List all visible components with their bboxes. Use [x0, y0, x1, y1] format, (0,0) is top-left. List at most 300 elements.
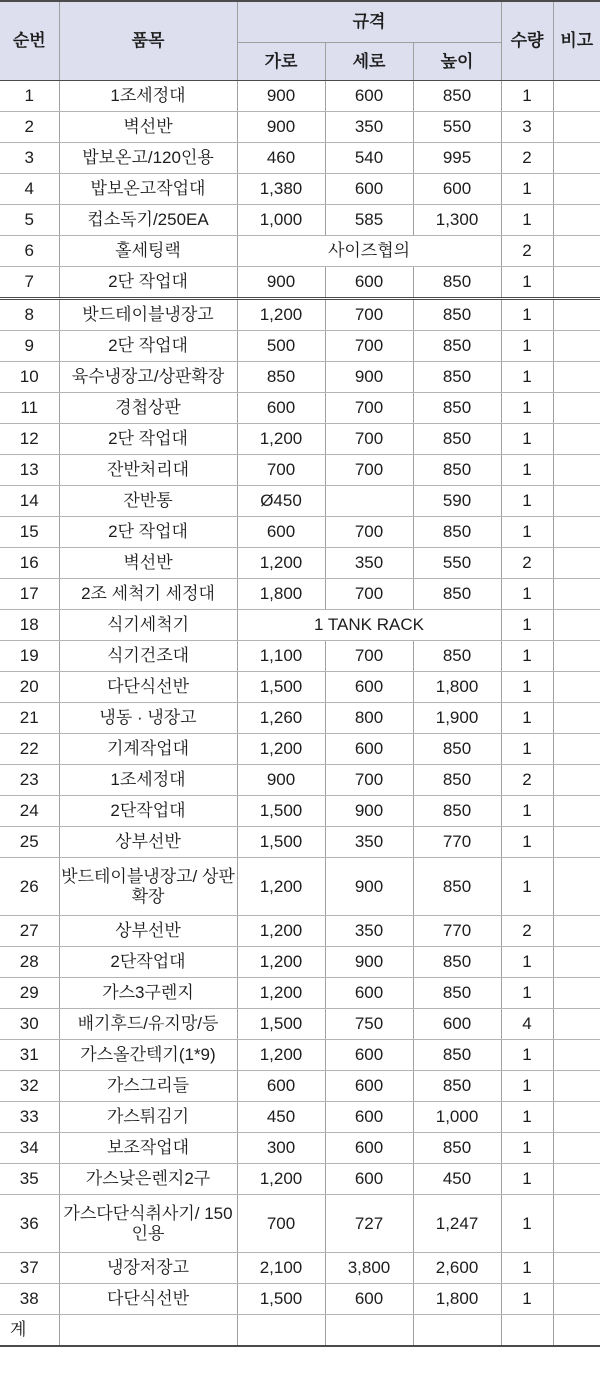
- row-item: 2단 작업대: [59, 424, 237, 455]
- row-item: 벽선반: [59, 548, 237, 579]
- table-row: [0, 641, 600, 672]
- row-no: 36: [0, 1195, 59, 1253]
- row-item: 밧드테이블냉장고/ 상판확장: [59, 858, 237, 916]
- total-empty-cell: [237, 1315, 325, 1347]
- row-width: 1,500: [237, 796, 325, 827]
- row-qty: 1: [501, 267, 553, 299]
- table-row: [0, 393, 600, 424]
- header-no: 순번: [0, 1, 59, 81]
- row-note: [553, 424, 600, 455]
- row-width: 1,500: [237, 672, 325, 703]
- row-item: 가스튀김기: [59, 1102, 237, 1133]
- row-note: [553, 579, 600, 610]
- row-qty: 1: [501, 174, 553, 205]
- row-item: 가스3구렌지: [59, 978, 237, 1009]
- row-qty: 1: [501, 81, 553, 112]
- row-note: [553, 796, 600, 827]
- row-qty: 1: [501, 858, 553, 916]
- header-item: 품목: [59, 1, 237, 81]
- row-qty: 1: [501, 424, 553, 455]
- row-item: 2단 작업대: [59, 331, 237, 362]
- row-depth: 700: [325, 641, 413, 672]
- row-qty: 1: [501, 1040, 553, 1071]
- row-item: 가스다단식취사기/ 150인용: [59, 1195, 237, 1253]
- row-height: 850: [413, 978, 501, 1009]
- row-depth: 3,800: [325, 1253, 413, 1284]
- row-width: 1,200: [237, 916, 325, 947]
- row-depth: 350: [325, 112, 413, 143]
- row-height: 850: [413, 362, 501, 393]
- row-width: 900: [237, 765, 325, 796]
- row-no: 6: [0, 236, 59, 267]
- row-qty: 1: [501, 734, 553, 765]
- table-row: [0, 672, 600, 703]
- row-note: [553, 267, 600, 299]
- row-item: 다단식선반: [59, 672, 237, 703]
- row-item: 1조세정대: [59, 765, 237, 796]
- table-row: [0, 517, 600, 548]
- row-no: 24: [0, 796, 59, 827]
- table-row: [0, 1164, 600, 1195]
- row-no: 14: [0, 486, 59, 517]
- row-height: 850: [413, 641, 501, 672]
- row-item: 냉동 · 냉장고: [59, 703, 237, 734]
- row-height: 1,300: [413, 205, 501, 236]
- row-item: 식기세척기: [59, 610, 237, 641]
- row-width: 2,100: [237, 1253, 325, 1284]
- row-width: 1,000: [237, 205, 325, 236]
- header-qty: 수량: [501, 1, 553, 81]
- row-item: 밥보온고/120인용: [59, 143, 237, 174]
- row-note: [553, 81, 600, 112]
- row-note: [553, 486, 600, 517]
- table-row: [0, 1133, 600, 1164]
- row-no: 16: [0, 548, 59, 579]
- row-no: 37: [0, 1253, 59, 1284]
- table-row: [0, 236, 600, 267]
- row-note: [553, 641, 600, 672]
- row-no: 7: [0, 267, 59, 299]
- row-item: 상부선반: [59, 916, 237, 947]
- table-row: [0, 548, 600, 579]
- table-row: [0, 916, 600, 947]
- table-row: [0, 978, 600, 1009]
- row-depth: 600: [325, 174, 413, 205]
- row-height: 600: [413, 174, 501, 205]
- row-qty: 1: [501, 455, 553, 486]
- row-qty: 1: [501, 978, 553, 1009]
- row-height: 850: [413, 765, 501, 796]
- row-qty: 2: [501, 236, 553, 267]
- row-width: 460: [237, 143, 325, 174]
- row-qty: 2: [501, 143, 553, 174]
- table-row: [0, 858, 600, 916]
- row-note: [553, 916, 600, 947]
- row-qty: 1: [501, 1102, 553, 1133]
- row-height: 850: [413, 424, 501, 455]
- row-no: 5: [0, 205, 59, 236]
- row-qty: 1: [501, 672, 553, 703]
- row-height: 2,600: [413, 1253, 501, 1284]
- row-note: [553, 610, 600, 641]
- row-note: [553, 393, 600, 424]
- row-no: 30: [0, 1009, 59, 1040]
- row-depth: 600: [325, 1284, 413, 1315]
- row-no: 25: [0, 827, 59, 858]
- row-qty: 1: [501, 1164, 553, 1195]
- row-note: [553, 331, 600, 362]
- row-qty: 1: [501, 486, 553, 517]
- row-width: 1,200: [237, 947, 325, 978]
- row-height: 1,000: [413, 1102, 501, 1133]
- total-empty-cell: [59, 1315, 237, 1347]
- row-no: 22: [0, 734, 59, 765]
- row-note: [553, 455, 600, 486]
- row-qty: 1: [501, 1195, 553, 1253]
- row-depth: 540: [325, 143, 413, 174]
- row-item: 잔반통: [59, 486, 237, 517]
- row-width: 700: [237, 455, 325, 486]
- row-height: 850: [413, 858, 501, 916]
- row-no: 15: [0, 517, 59, 548]
- table-row: [0, 143, 600, 174]
- table-row: [0, 81, 600, 112]
- row-item: 2단작업대: [59, 947, 237, 978]
- row-no: 31: [0, 1040, 59, 1071]
- table-row: [0, 703, 600, 734]
- row-item: 2단작업대: [59, 796, 237, 827]
- table-row: [0, 1102, 600, 1133]
- row-item: 2조 세척기 세정대: [59, 579, 237, 610]
- row-qty: 1: [501, 1071, 553, 1102]
- row-depth: 750: [325, 1009, 413, 1040]
- row-width: Ø450: [237, 486, 325, 517]
- row-note: [553, 517, 600, 548]
- row-item: 육수냉장고/상판확장: [59, 362, 237, 393]
- row-item: 식기건조대: [59, 641, 237, 672]
- row-height: 1,800: [413, 672, 501, 703]
- row-width: 1,500: [237, 827, 325, 858]
- table-row: [0, 486, 600, 517]
- row-no: 1: [0, 81, 59, 112]
- row-item: 냉장저장고: [59, 1253, 237, 1284]
- row-note: [553, 362, 600, 393]
- row-note: [553, 1284, 600, 1315]
- row-height: 1,800: [413, 1284, 501, 1315]
- row-width: 700: [237, 1195, 325, 1253]
- row-width: 850: [237, 362, 325, 393]
- table-row: [0, 299, 600, 331]
- row-depth: 600: [325, 1071, 413, 1102]
- row-depth: 350: [325, 827, 413, 858]
- row-qty: 1: [501, 517, 553, 548]
- row-height: 590: [413, 486, 501, 517]
- row-no: 26: [0, 858, 59, 916]
- row-width: 900: [237, 81, 325, 112]
- table-row: [0, 827, 600, 858]
- row-width: 1,200: [237, 424, 325, 455]
- row-no: 28: [0, 947, 59, 978]
- row-qty: 1: [501, 610, 553, 641]
- row-depth: 700: [325, 517, 413, 548]
- row-note: [553, 947, 600, 978]
- row-note: [553, 858, 600, 916]
- row-no: 13: [0, 455, 59, 486]
- row-note: [553, 765, 600, 796]
- row-note: [553, 1164, 600, 1195]
- row-qty: 1: [501, 827, 553, 858]
- row-no: 18: [0, 610, 59, 641]
- row-qty: 1: [501, 205, 553, 236]
- row-item: 컵소독기/250EA: [59, 205, 237, 236]
- total-empty-cell: [553, 1315, 600, 1347]
- row-depth: 600: [325, 1133, 413, 1164]
- row-depth: [325, 486, 413, 517]
- row-note: [553, 827, 600, 858]
- row-depth: 585: [325, 205, 413, 236]
- row-no: 38: [0, 1284, 59, 1315]
- row-qty: 3: [501, 112, 553, 143]
- row-depth: 600: [325, 267, 413, 299]
- row-no: 27: [0, 916, 59, 947]
- table-row: [0, 579, 600, 610]
- row-depth: 700: [325, 424, 413, 455]
- row-qty: 1: [501, 703, 553, 734]
- row-height: 850: [413, 517, 501, 548]
- row-depth: 600: [325, 81, 413, 112]
- row-height: 770: [413, 827, 501, 858]
- table-row: [0, 1195, 600, 1253]
- row-item: 경첩상판: [59, 393, 237, 424]
- table-row: [0, 1009, 600, 1040]
- row-note: [553, 1133, 600, 1164]
- row-height: 1,900: [413, 703, 501, 734]
- row-width: 600: [237, 1071, 325, 1102]
- row-item: 배기후드/유지망/등: [59, 1009, 237, 1040]
- row-qty: 1: [501, 579, 553, 610]
- row-width: 1,200: [237, 734, 325, 765]
- row-note: [553, 299, 600, 331]
- row-width: 1,500: [237, 1284, 325, 1315]
- row-item: 잔반처리대: [59, 455, 237, 486]
- row-no: 2: [0, 112, 59, 143]
- row-depth: 600: [325, 978, 413, 1009]
- row-height: 850: [413, 1133, 501, 1164]
- table-row: [0, 205, 600, 236]
- row-item: 가스그리들: [59, 1071, 237, 1102]
- row-depth: 600: [325, 1040, 413, 1071]
- row-depth: 800: [325, 703, 413, 734]
- row-no: 34: [0, 1133, 59, 1164]
- row-no: 19: [0, 641, 59, 672]
- row-note: [553, 236, 600, 267]
- total-label: 계: [0, 1315, 59, 1347]
- row-note: [553, 1009, 600, 1040]
- row-width: 600: [237, 393, 325, 424]
- row-width: 1,800: [237, 579, 325, 610]
- row-height: 850: [413, 1040, 501, 1071]
- row-item: 밥보온고작업대: [59, 174, 237, 205]
- table-row: [0, 112, 600, 143]
- row-note: [553, 1071, 600, 1102]
- header-row-top: [0, 1, 600, 43]
- row-qty: 1: [501, 641, 553, 672]
- row-depth: 600: [325, 734, 413, 765]
- row-width: 900: [237, 112, 325, 143]
- row-depth: 900: [325, 858, 413, 916]
- row-width: 1,200: [237, 299, 325, 331]
- row-note: [553, 1102, 600, 1133]
- row-depth: 700: [325, 765, 413, 796]
- row-height: 850: [413, 267, 501, 299]
- row-note: [553, 143, 600, 174]
- row-depth: 350: [325, 916, 413, 947]
- row-note: [553, 703, 600, 734]
- row-height: 850: [413, 579, 501, 610]
- row-no: 29: [0, 978, 59, 1009]
- row-note: [553, 1253, 600, 1284]
- row-no: 4: [0, 174, 59, 205]
- row-height: 550: [413, 548, 501, 579]
- row-no: 10: [0, 362, 59, 393]
- row-width: 1,200: [237, 858, 325, 916]
- table-row: [0, 1284, 600, 1315]
- table-row: [0, 796, 600, 827]
- row-no: 23: [0, 765, 59, 796]
- row-height: 1,247: [413, 1195, 501, 1253]
- row-item: 다단식선반: [59, 1284, 237, 1315]
- row-depth: 900: [325, 362, 413, 393]
- row-height: 850: [413, 331, 501, 362]
- row-width: 300: [237, 1133, 325, 1164]
- table-row: [0, 947, 600, 978]
- row-item: 보조작업대: [59, 1133, 237, 1164]
- row-width: 1,200: [237, 1040, 325, 1071]
- row-width: 450: [237, 1102, 325, 1133]
- row-qty: 1: [501, 1284, 553, 1315]
- row-depth: 600: [325, 1164, 413, 1195]
- row-qty: 2: [501, 548, 553, 579]
- row-no: 33: [0, 1102, 59, 1133]
- total-empty-cell: [501, 1315, 553, 1347]
- row-item: 홀세팅랙: [59, 236, 237, 267]
- row-qty: 1: [501, 299, 553, 331]
- row-item: 2단 작업대: [59, 267, 237, 299]
- header-height: 높이: [413, 43, 501, 81]
- table-row: [0, 455, 600, 486]
- row-width: 1,200: [237, 978, 325, 1009]
- row-width: 500: [237, 331, 325, 362]
- row-qty: 1: [501, 1133, 553, 1164]
- row-depth: 700: [325, 455, 413, 486]
- row-qty: 1: [501, 331, 553, 362]
- row-qty: 1: [501, 796, 553, 827]
- row-height: 850: [413, 1071, 501, 1102]
- row-qty: 1: [501, 947, 553, 978]
- row-qty: 2: [501, 916, 553, 947]
- row-item: 상부선반: [59, 827, 237, 858]
- row-depth: 700: [325, 331, 413, 362]
- row-note: [553, 1040, 600, 1071]
- row-height: 850: [413, 455, 501, 486]
- row-note: [553, 734, 600, 765]
- row-no: 11: [0, 393, 59, 424]
- row-note: [553, 1195, 600, 1253]
- row-height: 770: [413, 916, 501, 947]
- row-depth: 700: [325, 579, 413, 610]
- total-empty-cell: [413, 1315, 501, 1347]
- header-note: 비고: [553, 1, 600, 81]
- row-note: [553, 205, 600, 236]
- row-depth: 600: [325, 1102, 413, 1133]
- row-spec-merged: 1 TANK RACK: [237, 610, 501, 641]
- row-no: 8: [0, 299, 59, 331]
- row-qty: 1: [501, 362, 553, 393]
- row-qty: 1: [501, 393, 553, 424]
- row-note: [553, 978, 600, 1009]
- row-no: 12: [0, 424, 59, 455]
- row-note: [553, 672, 600, 703]
- table-row: [0, 1040, 600, 1071]
- row-depth: 350: [325, 548, 413, 579]
- table-row: [0, 1071, 600, 1102]
- row-depth: 600: [325, 672, 413, 703]
- table-row: [0, 331, 600, 362]
- row-height: 850: [413, 796, 501, 827]
- row-width: 1,380: [237, 174, 325, 205]
- row-width: 1,200: [237, 548, 325, 579]
- row-no: 20: [0, 672, 59, 703]
- row-item: 2단 작업대: [59, 517, 237, 548]
- total-empty-cell: [325, 1315, 413, 1347]
- row-height: 850: [413, 393, 501, 424]
- row-width: 900: [237, 267, 325, 299]
- row-height: 550: [413, 112, 501, 143]
- table-body: [0, 81, 600, 1347]
- row-depth: 700: [325, 299, 413, 331]
- row-no: 9: [0, 331, 59, 362]
- table-row: [0, 1253, 600, 1284]
- row-width: 1,200: [237, 1164, 325, 1195]
- row-no: 32: [0, 1071, 59, 1102]
- row-depth: 700: [325, 393, 413, 424]
- row-item: 가스낮은렌지2구: [59, 1164, 237, 1195]
- table-row: [0, 267, 600, 299]
- row-height: 450: [413, 1164, 501, 1195]
- row-qty: 1: [501, 1253, 553, 1284]
- row-height: 600: [413, 1009, 501, 1040]
- row-qty: 2: [501, 765, 553, 796]
- row-no: 21: [0, 703, 59, 734]
- row-height: 850: [413, 81, 501, 112]
- row-depth: 900: [325, 796, 413, 827]
- row-width: 1,100: [237, 641, 325, 672]
- row-width: 1,260: [237, 703, 325, 734]
- row-height: 850: [413, 299, 501, 331]
- row-no: 17: [0, 579, 59, 610]
- table-row: [0, 174, 600, 205]
- header-spec: 규격: [237, 1, 501, 43]
- row-qty: 4: [501, 1009, 553, 1040]
- row-item: 밧드테이블냉장고: [59, 299, 237, 331]
- row-spec-merged: 사이즈협의: [237, 236, 501, 267]
- table-row: [0, 424, 600, 455]
- table-row: [0, 765, 600, 796]
- row-height: 995: [413, 143, 501, 174]
- table-row: [0, 734, 600, 765]
- total-row: [0, 1315, 600, 1347]
- row-depth: 900: [325, 947, 413, 978]
